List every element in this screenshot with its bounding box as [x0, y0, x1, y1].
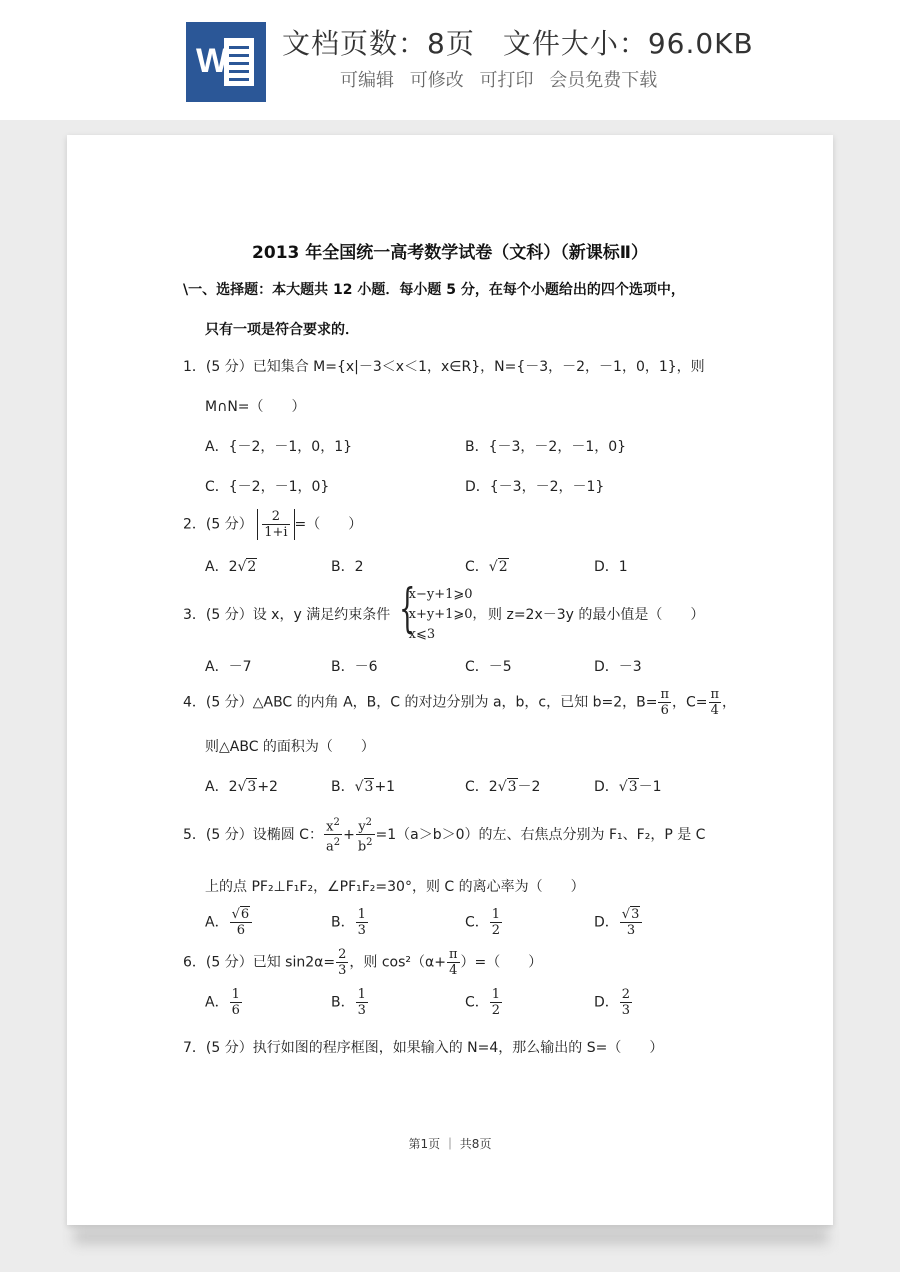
- q1-line2: M∩N=（ ）: [205, 399, 306, 415]
- q2-option-a: A．2√2: [205, 559, 257, 575]
- page-count: 文档页数：8页: [282, 27, 475, 60]
- q1-option-c: C．{－2，－1，0}: [205, 479, 330, 495]
- feature-editable: 可编辑: [340, 70, 394, 91]
- q4-line1: 4．(5 分）△ABC 的内角 A，B，C 的对边分别为 a，b，c，已知 b=2，B= $\frac{\pi}{6}$ ，C= $\frac{\pi}{4}$ ，: [183, 687, 737, 718]
- q3-option-c: C．－5: [465, 659, 512, 675]
- q5-option-d: D． $\frac{√3}{3}$: [594, 907, 643, 938]
- q4-option-a: A．2√3+2: [205, 779, 278, 795]
- file-size: 文件大小：96.0KB: [502, 27, 754, 60]
- q2-option-b: B．2: [331, 559, 364, 575]
- q1-option-d: D．{－3，－2，－1}: [465, 479, 605, 495]
- feature-printable: 可打印: [479, 70, 534, 91]
- q6-option-a: A． $\frac{1}{6}$: [205, 987, 240, 1018]
- section-heading-line1: \一、选择题：本大题共 12 小题．每小题 5 分，在每个小题给出的四个选项中，: [183, 282, 685, 298]
- page-footer: 第1页 ｜ 共8页: [408, 1137, 492, 1151]
- q6-option-d: D． $\frac{2}{3}$: [594, 987, 631, 1018]
- doc-title: 2013 年全国统一高考数学试卷（文科）（新课标Ⅱ）: [252, 243, 648, 263]
- q3-option-b: B．－6: [331, 659, 378, 675]
- q5-option-c: C． $\frac{1}{2}$: [465, 907, 501, 938]
- q4-line2: 则△ABC 的面积为（ ）: [205, 739, 375, 755]
- q1-option-b: B．{－3，－2，－1，0}: [465, 439, 627, 455]
- q5-option-a: A． $\frac{√6}{6}$: [205, 907, 253, 938]
- q1-line1: 1．(5 分）已知集合 M={x|－3＜x＜1，x∈R}，N={－3，－2，－1，0，1}，则: [183, 359, 705, 375]
- q5-option-b: B． $\frac{1}{3}$: [331, 907, 366, 938]
- q5-line1: 5．(5 分）设椭圆 C： $\frac{x^2}{a^2}$ + $\frac{y^2}{b^2}$ =1（a＞b＞0）的左、右焦点分别为 F₁、F₂，P 是 C: [183, 817, 706, 855]
- q1-option-a: A．{－2，－1，0，1}: [205, 439, 353, 455]
- section-heading-line2: 只有一项是符合要求的．: [205, 322, 359, 338]
- q2-absolute-value: $\frac{2}{1+i}$: [257, 509, 294, 540]
- q4-option-d: D．√3－1: [594, 779, 662, 795]
- feature-modifiable: 可修改: [409, 70, 464, 91]
- q6-option-c: C． $\frac{1}{2}$: [465, 987, 501, 1018]
- q4-option-c: C．2√3－2: [465, 779, 541, 795]
- q3-constraint-system: { x−y+1⩾0 x+y+1⩾0， x⩽3: [398, 579, 486, 642]
- file-info: [282, 22, 782, 62]
- q4-option-b: B．√3+1: [331, 779, 396, 795]
- q6-stem: 6．(5 分）已知 sin2α= $\frac{2}{3}$ ，则 cos²（α+ $\frac{\pi}{4}$ ）=（ ）: [183, 947, 543, 978]
- q3-stem: 3．(5 分）设 x，y 满足约束条件 { x−y+1⩾0 x+y+1⩾0， x⩽3 则 z=2x－3y 的最小值是（ ）: [183, 585, 710, 645]
- q7-stem: 7．(5 分）执行如图的程序框图，如果输入的 N=4，那么输出的 S=（ ）: [183, 1040, 664, 1056]
- word-document-icon: W: [186, 22, 266, 102]
- feature-member-download: 会员免费下载: [549, 70, 658, 91]
- q2-stem: 2．(5 分） $\frac{2}{1+i}$ =（ ）: [183, 509, 363, 540]
- q2-option-d: D．1: [594, 559, 628, 575]
- q5-line2: 上的点 PF₂⊥F₁F₂，∠PF₁F₂=30°，则 C 的离心率为（ ）: [205, 879, 585, 895]
- q3-option-a: A．－7: [205, 659, 252, 675]
- q2-option-c: C．√2: [465, 559, 508, 575]
- q3-option-d: D．－3: [594, 659, 642, 675]
- feature-list: [340, 66, 667, 92]
- q6-option-b: B． $\frac{1}{3}$: [331, 987, 366, 1018]
- download-header: [0, 0, 900, 120]
- document-page: [67, 135, 833, 1225]
